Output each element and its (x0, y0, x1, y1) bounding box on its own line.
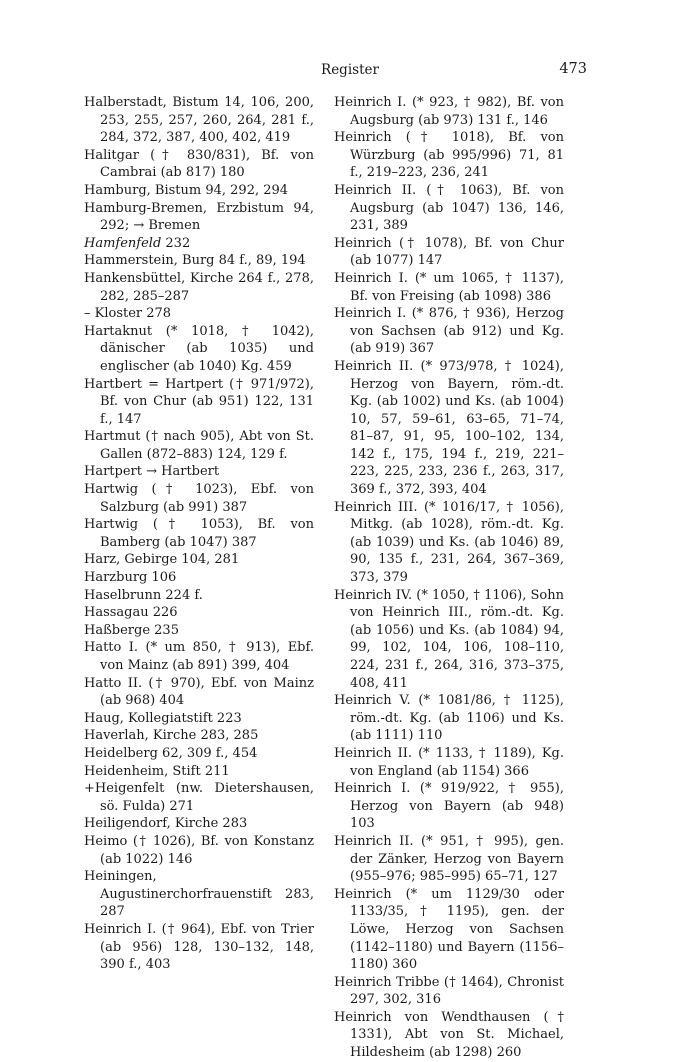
index-entry: Heinrich V. (* 1081/86, † 1125), röm.-dt. Kg. (ab 1106) und Ks. (ab 1111) 110 (334, 693, 564, 744)
index-entry: Heinrich II. (* 951, † 995), gen. der Zänker, Herzog von Bayern (955–976; 985–995) 65–71, 127 (334, 833, 564, 885)
index-entry: Heinrich I. († 964), Ebf. von Trier (ab 956) 128, 130–132, 148, 390 f., 403 (84, 921, 314, 973)
index-entry: Heinrich II. († 1063), Bf. von Augsburg (ab 1047) 136, 146, 231, 389 (334, 182, 564, 234)
index-entry: Heinrich Tribbe († 1464), Chronist 297, 302, 316 (334, 974, 564, 1008)
index-entry: Hartpert → Hartbert (84, 464, 220, 480)
index-entry: – Kloster 278 (84, 306, 172, 322)
index-entry: Heiningen, Augustinerchorfrauenstift 283, 287 (84, 869, 314, 920)
index-entry-locators: 232 (161, 235, 191, 251)
index-entry: Hankensbüttel, Kirche 264 f., 278, 282, 285–287 (84, 270, 314, 304)
index-entry: Hartwig († 1023), Ebf. von Salzburg (ab 991) 387 (84, 482, 314, 515)
index-entry: Haßberge 235 (84, 622, 179, 638)
index-entry: Hammerstein, Burg 84 f., 89, 194 (84, 253, 306, 269)
index-entry: Haug, Kollegiatstift 223 (84, 710, 242, 726)
index-entry: Heinrich († 1078), Bf. von Chur (ab 1077) 147 (334, 235, 564, 269)
page-number: 473 (559, 61, 587, 77)
index-entry: Harz, Gebirge 104, 281 (84, 552, 240, 568)
index-entry: Heimo († 1026), Bf. von Konstanz (ab 1022) 146 (84, 833, 314, 867)
index-entry: Hartbert = Hartpert († 971/972), Bf. von Chur (ab 951) 122, 131 f., 147 (84, 376, 314, 427)
index-entry: Heiligendorf, Kirche 283 (84, 816, 248, 832)
index-entry: +Heigenfelt (nw. Dietershausen, sö. Fulda) 271 (84, 781, 314, 814)
index-entry: Heinrich IV. (* 1050, † 1106), Sohn von Heinrich III., röm.-dt. Kg. (ab 1056) und Ks. (ab 1084) 94, 99, 102, 104, 106, 108–110, 224, 231 f., 264, 316, 373–375, 408, 411 (334, 587, 564, 691)
index-entry: Hamburg, Bistum 94, 292, 294 (84, 182, 289, 198)
index-entry: Heinrich II. (* 973/978, † 1024), Herzog von Bayern, röm.-dt. Kg. (ab 1002) und Ks. (ab 1004) 10, 57, 59–61, 63–65, 71–74, 81–87, 91, 95, 100–102, 134, 142 f., 175, 194 f., 219, 221–223, 225, 233, 236 f., 263, 317, 369 f., 372, 393, 404 (334, 358, 564, 498)
index-entry: Heinrich I. (* 923, † 982), Bf. von Augsburg (ab 973) 131 f., 146 (334, 95, 564, 128)
index-entry: Heinrich von Wendthausen († 1331), Abt von St. Michael, Hildesheim (ab 1298) 260 (334, 1009, 564, 1061)
index-entry: Hassagau 226 (84, 605, 178, 621)
index-entry: Hatto II. († 970), Ebf. von Mainz (ab 968) 404 (84, 675, 314, 709)
index-entry: Heinrich III. (* 1016/17, † 1056), Mitkg. (ab 1028), röm.-dt. Kg. (ab 1039) und Ks. (ab 1046) 89, 90, 135 f., 231, 264, 367–369, 373, 379 (334, 499, 564, 586)
index-entry: Halitgar († 830/831), Bf. von Cambrai (ab 817) 180 (84, 147, 314, 181)
index-entry: Heidelberg 62, 309 f., 454 (84, 745, 258, 761)
index-entry: Haverlah, Kirche 283, 285 (84, 728, 259, 744)
index-entry: Heinrich I. (* um 1065, † 1137), Bf. von Freising (ab 1098) 386 (334, 270, 564, 304)
index-column-right (334, 94, 564, 1062)
index-entry: Hamburg-Bremen, Erzbistum 94, 292; → Bremen (84, 200, 314, 234)
index-entry: Harzburg 106 (84, 570, 177, 586)
running-header-title: Register (321, 62, 379, 78)
index-entry: Heidenheim, Stift 211 (84, 763, 230, 779)
index-entry: Heinrich II. (* 1133, † 1189), Kg. von England (ab 1154) 366 (334, 745, 564, 779)
index-entry: Heinrich I. (* 919/922, † 955), Herzog von Bayern (ab 948) 103 (334, 781, 564, 832)
index-entry: Heinrich (* um 1129/30 oder 1133/35, † 1195), gen. der Löwe, Herzog von Sachsen (1142–1180) und Bayern (1156–1180) 360 (334, 886, 564, 973)
index-entry: Heinrich I. (* 876, † 936), Herzog von Sachsen (ab 912) und Kg. (ab 919) 367 (334, 306, 564, 357)
index-column-left (84, 94, 314, 974)
index-entry: Hartwig († 1053), Bf. von Bamberg (ab 1047) 387 (84, 517, 314, 550)
index-entry: Halberstadt, Bistum 14, 106, 200, 253, 255, 257, 260, 264, 281 f., 284, 372, 387, 400, 402, 419 (84, 95, 314, 146)
index-entry: Hartmut († nach 905), Abt von St. Gallen (872–883) 124, 129 f. (84, 429, 314, 462)
index-entry: Hartaknut (* 1018, † 1042), dänischer (ab 1035) und englischer (ab 1040) Kg. 459 (84, 323, 314, 374)
index-entry: Heinrich († 1018), Bf. von Würzburg (ab 995/996) 71, 81 f., 219–223, 236, 241 (334, 130, 564, 181)
index-entry-italic-term: Hamfenfeld (84, 235, 162, 251)
index-entry (84, 235, 314, 253)
index-entry: Hatto I. (* um 850, † 913), Ebf. von Mainz (ab 891) 399, 404 (84, 640, 314, 673)
index-entry: Haselbrunn 224 f. (84, 587, 203, 603)
